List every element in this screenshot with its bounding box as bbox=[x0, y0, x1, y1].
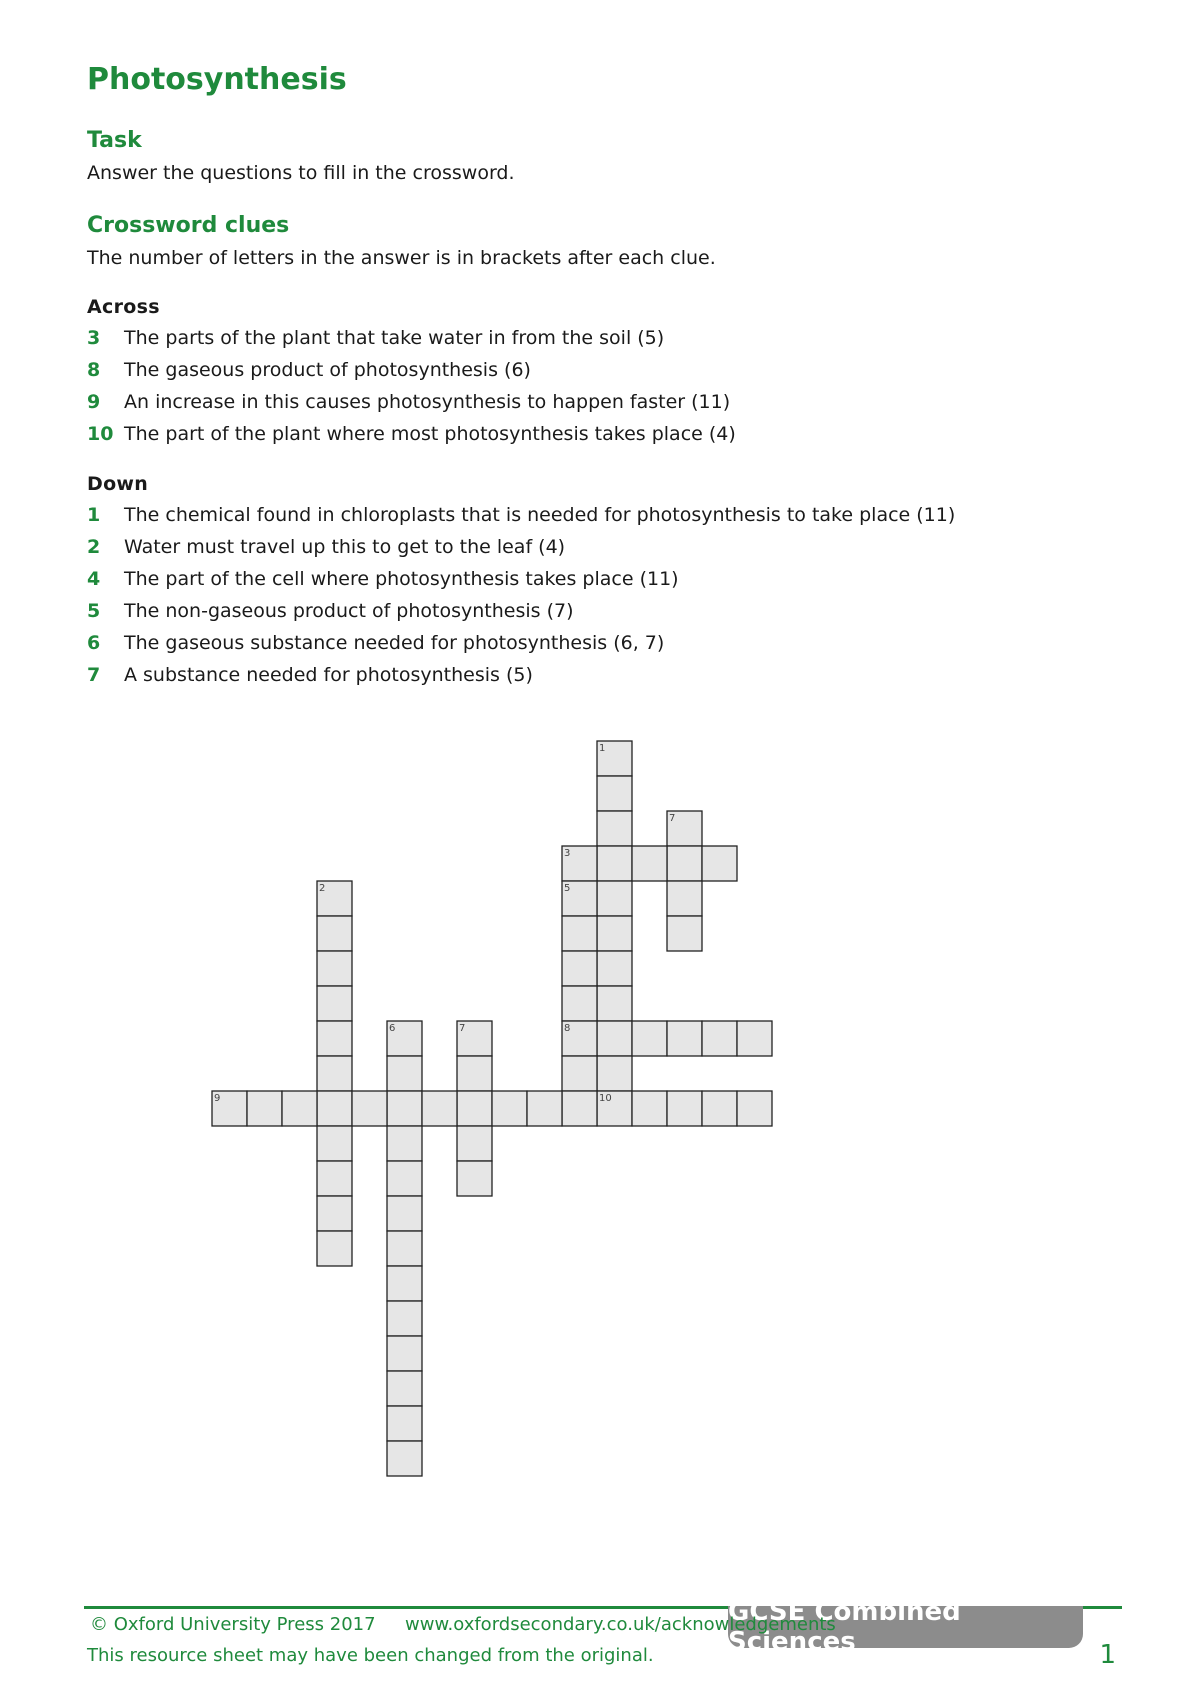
cell-number-label: 10 bbox=[599, 1093, 612, 1104]
crossword-cell[interactable] bbox=[317, 1196, 352, 1231]
crossword-cell[interactable] bbox=[387, 1091, 422, 1126]
crossword-cell[interactable] bbox=[597, 986, 632, 1021]
crossword-cell[interactable] bbox=[317, 1161, 352, 1196]
crossword-cell[interactable] bbox=[317, 1091, 352, 1126]
crossword-cell[interactable] bbox=[352, 1091, 387, 1126]
crossword-cell[interactable] bbox=[562, 951, 597, 986]
crossword-cell[interactable] bbox=[632, 1091, 667, 1126]
crossword-cell[interactable] bbox=[632, 1021, 667, 1056]
cell-number-label: 7 bbox=[669, 813, 676, 824]
crossword-cell[interactable] bbox=[212, 1091, 247, 1126]
cell-number-label: 5 bbox=[564, 883, 571, 894]
crossword-cell[interactable] bbox=[247, 1091, 282, 1126]
page-title: Photosynthesis bbox=[87, 62, 347, 97]
across-clue bbox=[87, 386, 736, 418]
clue-text: The non-gaseous product of photosynthesis (7) bbox=[124, 600, 574, 622]
clues-intro-text: The number of letters in the answer is in brackets after each clue. bbox=[87, 247, 716, 269]
down-clue bbox=[87, 595, 955, 627]
crossword-cell[interactable] bbox=[667, 1021, 702, 1056]
clue-number: 6 bbox=[87, 632, 101, 654]
down-clue bbox=[87, 499, 955, 531]
footer-link[interactable]: www.oxfordsecondary.co.uk/acknowledgements bbox=[405, 1614, 836, 1635]
crossword-cell[interactable] bbox=[387, 1266, 422, 1301]
crossword-cell[interactable] bbox=[597, 846, 632, 881]
crossword-cell[interactable] bbox=[457, 1161, 492, 1196]
crossword-cell[interactable] bbox=[282, 1091, 317, 1126]
cell-number-label: 9 bbox=[214, 1093, 221, 1104]
crossword-cell[interactable] bbox=[597, 1091, 632, 1126]
crossword-cell[interactable] bbox=[457, 1091, 492, 1126]
crossword-cell[interactable] bbox=[317, 951, 352, 986]
crossword-cell[interactable] bbox=[527, 1091, 562, 1126]
crossword-cell[interactable] bbox=[597, 881, 632, 916]
crossword-cell[interactable] bbox=[597, 1021, 632, 1056]
crossword-cell[interactable] bbox=[702, 846, 737, 881]
cell-number-label: 6 bbox=[389, 1023, 396, 1034]
clue-number: 9 bbox=[87, 391, 101, 413]
clue-number: 1 bbox=[87, 504, 101, 526]
crossword-cell[interactable] bbox=[317, 916, 352, 951]
across-clue bbox=[87, 322, 736, 354]
crossword-cell[interactable] bbox=[667, 881, 702, 916]
crossword-cell[interactable] bbox=[562, 1021, 597, 1056]
clue-number: 5 bbox=[87, 600, 101, 622]
crossword-cell[interactable] bbox=[387, 1336, 422, 1371]
clue-text: The part of the plant where most photosynthesis takes place (4) bbox=[124, 423, 736, 445]
crossword-cell[interactable] bbox=[702, 1021, 737, 1056]
clue-text: The chemical found in chloroplasts that is needed for photosynthesis to take place (11) bbox=[124, 504, 956, 526]
crossword-cell[interactable] bbox=[387, 1056, 422, 1091]
clue-number: 2 bbox=[87, 536, 101, 558]
crossword-cell[interactable] bbox=[317, 1231, 352, 1266]
crossword-cell[interactable] bbox=[737, 1091, 772, 1126]
task-heading: Task bbox=[87, 128, 142, 153]
across-clue bbox=[87, 354, 736, 386]
clue-number: 4 bbox=[87, 568, 101, 590]
crossword-cell[interactable] bbox=[457, 1126, 492, 1161]
crossword-cell[interactable] bbox=[492, 1091, 527, 1126]
down-clue bbox=[87, 563, 955, 595]
across-clue bbox=[87, 418, 736, 450]
clue-number: 8 bbox=[87, 359, 101, 381]
crossword-cell[interactable] bbox=[387, 1231, 422, 1266]
crossword-cell[interactable] bbox=[317, 1056, 352, 1091]
clue-text: The gaseous substance needed for photosynthesis (6, 7) bbox=[124, 632, 665, 654]
crossword-cell[interactable] bbox=[702, 1091, 737, 1126]
crossword-cell[interactable] bbox=[597, 951, 632, 986]
crossword-cell[interactable] bbox=[597, 811, 632, 846]
crossword-cell[interactable] bbox=[632, 846, 667, 881]
clue-text: The part of the cell where photosynthesis takes place (11) bbox=[124, 568, 679, 590]
crossword-cell[interactable] bbox=[317, 1126, 352, 1161]
across-clue-list bbox=[87, 322, 736, 450]
across-heading: Across bbox=[87, 296, 160, 318]
footer-copyright: © Oxford University Press 2017 bbox=[90, 1614, 376, 1635]
crossword-cell[interactable] bbox=[562, 986, 597, 1021]
crossword-cell[interactable] bbox=[562, 846, 597, 881]
footer-note: This resource sheet may have been changed from the original. bbox=[87, 1645, 654, 1666]
clue-text: The parts of the plant that take water in from the soil (5) bbox=[124, 327, 665, 349]
crossword-cell[interactable] bbox=[667, 916, 702, 951]
clue-number: 10 bbox=[87, 423, 114, 445]
clue-text: A substance needed for photosynthesis (5) bbox=[124, 664, 533, 686]
down-clue bbox=[87, 627, 955, 659]
clues-heading: Crossword clues bbox=[87, 213, 290, 238]
crossword-cell[interactable] bbox=[387, 1196, 422, 1231]
task-text: Answer the questions to fill in the crossword. bbox=[87, 162, 515, 184]
cell-number-label: 8 bbox=[564, 1023, 571, 1034]
crossword-cell[interactable] bbox=[562, 1056, 597, 1091]
crossword-cell[interactable] bbox=[737, 1021, 772, 1056]
brand-badge: GCSE Combined Sciences bbox=[728, 1606, 1083, 1648]
clue-text: The gaseous product of photosynthesis (6) bbox=[124, 359, 531, 381]
cell-number-label: 3 bbox=[564, 848, 571, 859]
crossword-cell[interactable] bbox=[457, 1056, 492, 1091]
crossword-cell[interactable] bbox=[422, 1091, 457, 1126]
crossword-cell[interactable] bbox=[562, 916, 597, 951]
cell-number-label: 2 bbox=[319, 883, 326, 894]
crossword-cell[interactable] bbox=[597, 916, 632, 951]
crossword-cell[interactable] bbox=[317, 881, 352, 916]
crossword-cell[interactable] bbox=[387, 1406, 422, 1441]
clue-number: 7 bbox=[87, 664, 101, 686]
crossword-cell[interactable] bbox=[667, 1091, 702, 1126]
crossword-cell[interactable] bbox=[387, 1371, 422, 1406]
cell-number-label: 1 bbox=[599, 743, 606, 754]
down-clue-list bbox=[87, 499, 955, 691]
crossword-cell[interactable] bbox=[457, 1021, 492, 1056]
crossword-cell[interactable] bbox=[562, 881, 597, 916]
crossword-cell[interactable] bbox=[317, 986, 352, 1021]
crossword-cell[interactable] bbox=[387, 1441, 422, 1476]
crossword-cell[interactable] bbox=[667, 811, 702, 846]
crossword-cell[interactable] bbox=[562, 1091, 597, 1126]
crossword-cell[interactable] bbox=[667, 846, 702, 881]
crossword-cell[interactable] bbox=[317, 1021, 352, 1056]
clue-number: 3 bbox=[87, 327, 101, 349]
crossword-cell[interactable] bbox=[597, 776, 632, 811]
down-clue bbox=[87, 531, 955, 563]
down-clue bbox=[87, 659, 955, 691]
crossword-cell[interactable] bbox=[387, 1161, 422, 1196]
clue-text: Water must travel up this to get to the leaf (4) bbox=[124, 536, 566, 558]
crossword-cell[interactable] bbox=[597, 1056, 632, 1091]
crossword-cell[interactable] bbox=[387, 1126, 422, 1161]
clue-text: An increase in this causes photosynthesis to happen faster (11) bbox=[124, 391, 731, 413]
crossword-cell[interactable] bbox=[387, 1021, 422, 1056]
cell-number-label: 7 bbox=[459, 1023, 466, 1034]
page-number: 1 bbox=[1099, 1640, 1116, 1670]
crossword-cell[interactable] bbox=[597, 741, 632, 776]
crossword-cell[interactable] bbox=[387, 1301, 422, 1336]
down-heading: Down bbox=[87, 473, 149, 495]
